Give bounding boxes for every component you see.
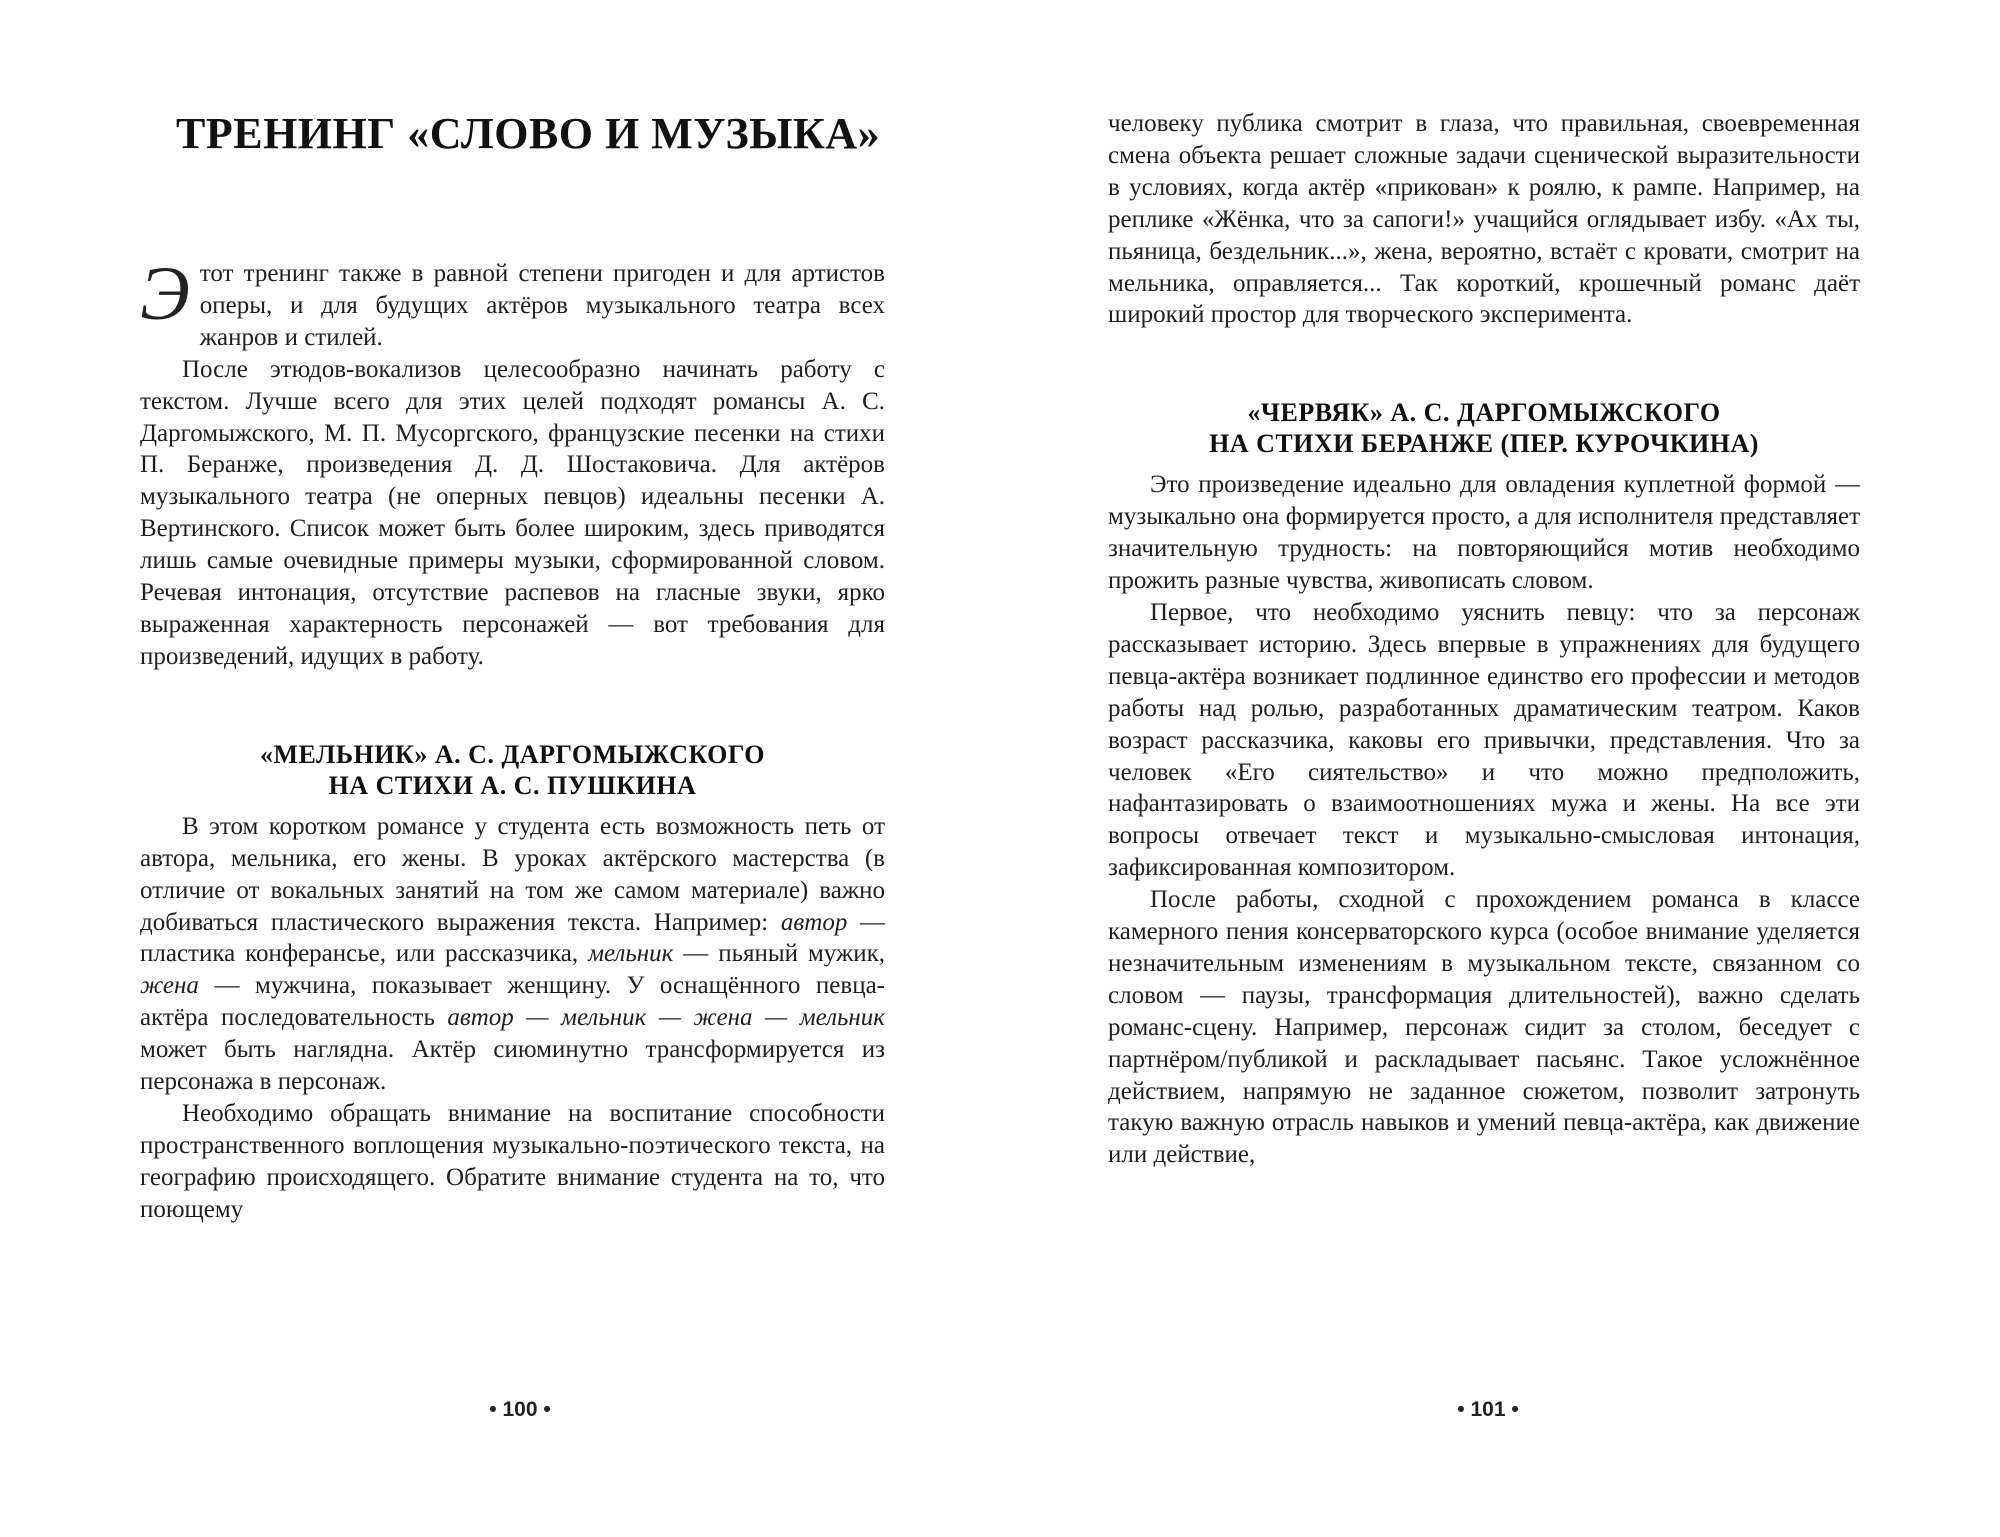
section-heading-line: «МЕЛЬНИК» А. С. ДАРГОМЫЖСКОГО <box>259 739 766 769</box>
section-heading-melnik <box>140 739 885 801</box>
page-number: • 100 • <box>489 1398 551 1421</box>
section-heading-chervyak <box>1108 397 1860 459</box>
italic-term: автор — мельник — жена — мельник <box>447 1004 886 1032</box>
italic-term: жена <box>140 972 199 1000</box>
italic-term: автор <box>780 908 848 936</box>
right-page-body <box>1108 108 1860 1171</box>
body-paragraph: После работы, сходной с прохождением романса в классе камерного пения консерваторского курса (особое внимание уделяется незначительным изменениям в музыкальном тексте, связанном со словом — паузы, трансформация длительностей), важно сделать романс-сцену. Например, персонаж сидит за столом, беседует с партнёром/публикой и раскладывает пасьянс. Такое усложнённое действием, напрямую не заданное сюжетом, позволит затронуть такую важную отрасль навыков и умений певца-актёра, как движение или действие, <box>1108 886 1860 1169</box>
body-paragraph <box>140 811 885 1098</box>
left-page-body <box>140 252 886 1226</box>
chapter-title: ТРЕНИНГ «СЛОВО И МУЗЫКА» <box>176 109 881 158</box>
italic-term: мельник <box>588 940 674 968</box>
intro-paragraph: Этот тренинг также в равной степени пригоден и для артистов оперы, и для будущих актёров музыкального театра всех жанров и стилей. <box>140 252 885 351</box>
page-number: • 101 • <box>1457 1398 1519 1421</box>
body-paragraph: Необходимо обращать внимание на воспитание способности пространственного воплощения музыкально-поэтического текста, на географию происходящего. Обратите внимание студента на то, что поющему <box>140 1099 885 1223</box>
body-paragraph: Это произведение идеально для овладения куплетной формой — музыкально она формируется просто, а для исполнителя представляет значительную трудность: на повторяющийся мотив необходимо прожить разные чувства, живописать словом. <box>1108 471 1860 595</box>
section-heading-line: НА СТИХИ БЕРАНЖЕ (ПЕР. КУРОЧКИНА) <box>1209 429 1759 459</box>
section-heading-line: НА СТИХИ А. С. ПУШКИНА <box>328 770 697 800</box>
text-run: — пьяный мужик, <box>673 940 885 968</box>
body-paragraph: человеку публика смотрит в глаза, что правильная, своевременная смена объекта решает сложные задачи сценической выразительности в условиях, когда актёр «прикован» к роялю, к рампе. Например, на реплике «Жёнка, что за сапоги!» учащийся оглядывает избу. «Ах ты, пьяница, бездельник...», жена, вероятно, встаёт с кровати, смотрит на мельника, оправляется... Так короткий, крошечный романс даёт широкий простор для творческого эксперимента. <box>1108 110 1860 329</box>
text-run: — мужчина, показывает женщину. У оснащённого певца-актёра последовательность <box>140 972 885 1032</box>
body-paragraph: После этюдов-вокализов целесообразно начинать работу с текстом. Лучше всего для этих целей подходят романсы А. С. Даргомыжского, М. П. Мусоргского, французские песенки на стихи П. Беранже, произведения Д. Д. Шостаковича. Для актёров музыкального театра (не оперных певцов) идеальны песенки А. Вертинского. Список может быть более широким, здесь приводятся лишь самые очевидные примеры музыки, сформированной словом. Речевая интонация, отсутствие распевов на гласные звуки, ярко выраженная характерность персонажей — вот требования для произведений, идущих в работу. <box>140 355 885 670</box>
text-run: — пластика конферансье, или рассказчика, <box>140 908 885 968</box>
text-run: может быть наглядна. Актёр сиюминутно трансформируется из персонажа в персонаж. <box>140 1036 885 1096</box>
section-heading-line: «ЧЕРВЯК» А. С. ДАРГОМЫЖСКОГО <box>1247 398 1721 428</box>
body-paragraph: Первое, что необходимо уяснить певцу: что за персонаж рассказывает историю. Здесь впервые в упражнениях для будущего певца-актёра возникает подлинное единство его профессии и методов работы над ролью, разработанных драматическим театром. Каков возраст рассказчика, каковы его привычки, представления. Что за человек «Его сиятельство» и что можно предположить, нафантазировать о взаимоотношениях мужа и жены. На все эти вопросы отвечает текст и музыкально-смысловая интонация, зафиксированная композитором. <box>1108 598 1860 882</box>
text-run: В этом коротком романсе у студента есть возможность петь от автора, мельника, его жены. В уроках актёрского мастерства (в отличие от вокальных занятий на том же самом материале) важно добиваться пластического выражения текста. Например: <box>140 812 885 936</box>
